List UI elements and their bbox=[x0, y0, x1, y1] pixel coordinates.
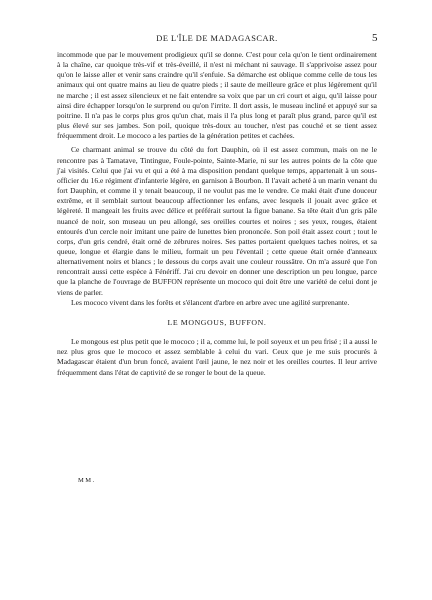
running-title: DE L'ÎLE DE MADAGASCAR. bbox=[156, 34, 278, 43]
paragraph-2: Ce charmant animal se trouve du côté du fort Dauphin, où il est assez commun, mais on ne le rencontre pas à Tamatave, Tintingue, Foule-pointe, Sainte-Marie, ni sur les autres points de la côte que j'ai visités. Celui que j'ai vu et qui a été à ma disposition pendant quelque temps, appartenait à un sous-officier du 16.e régiment d'infanterie légère, en garnison à Bourbon. Il l'avait acheté à un marin venant du fort Dauphin, et comme il y tenait beaucoup, il ne voulut pas me le vendre. Ce maki était d'une douceur extrême, et il semblait surtout beaucoup affectionner les enfans, avec lesquels il jouait avec grâce et légèreté. Il mangeait les fruits avec délice et préférait surtout la figue banane. Sa tête était d'un gris pâle nuancé de noir, son museau un peu allongé, ses oreilles courtes et noires ; ses yeux, rouges, étaient entourés d'un cercle noir imitant une paire de lunettes bien prononcée. Son poil était assez court ; tout le corps, d'un gris cendré, était orné de zébrures noires. Ses pattes portaient quelques taches noires, et sa queue, longue et élargie dans le milieu, formait un peu l'éventail ; cette queue était ornée d'anneaux alternativement noirs et blancs ; le dessous du corps avait une couleur roussâtre. On m'a assuré que l'on rencontrait aussi cette espèce à Fénériff. J'ai cru devoir en donner une description un peu longue, parce que la planche de l'ouvrage de BUFFON représente un mococo qui doit être une variété de celui dont je viens de parler. bbox=[57, 145, 377, 297]
page-body bbox=[57, 50, 377, 378]
running-head bbox=[56, 34, 378, 48]
paragraph-1: incommode que par le mouvement prodigieux qu'il se donne. C'est pour cela qu'on le tient ordinairement à la chaîne, car quoique très-vif et très-éveillé, il n'est ni méchant ni sauvage. Il s'apprivoise assez pour qu'on le laisse aller et venir sans craindre qu'il s'enfuie. Sa démarche est oblique comme celle de tous les animaux qui ont quatre mains au lieu de quatre pieds ; il saute de meilleure grâce et plus légèrement qu'il ne marche ; il est assez silencieux et ne fait entendre sa voix que par un cri court et aigu, qu'il laisse pour ainsi dire échapper lorsqu'on le surprend ou qu'on l'irrite. Il dort assis, le museau incliné et appuyé sur sa poitrine. Il n'a pas le corps plus gros qu'un chat, mais il l'a plus long et paraît plus grand, parce qu'il est plus élevé sur ses jambes. Son poil, quoique très-doux au toucher, n'est pas couché et se tient assez fréquemment droit. Le mococo a les parties de la génération petites et cachées. bbox=[57, 50, 377, 141]
signature-mark: MM. bbox=[78, 477, 96, 484]
section-heading: LE MONGOUS, BUFFON. bbox=[167, 317, 267, 327]
paragraph-3: Les mococo vivent dans les forêts et s'élancent d'arbre en arbre avec une agilité surprenante. bbox=[71, 297, 350, 307]
paragraph-4: Le mongous est plus petit que le mococo ; il a, comme lui, le poil soyeux et un peu frisé ; il a aussi le nez plus gros que le mococo et assez semblable à celui du vari. Ceux que je me suis procurés à Madagascar étaient d'un brun foncé, avaient l'œil jaune, le nez noir et les oreilles courtes. Il leur arrive fréquemment dans l'état de captivité de se ronger le bout de la queue. bbox=[57, 337, 377, 377]
page-number: 5 bbox=[372, 32, 378, 44]
